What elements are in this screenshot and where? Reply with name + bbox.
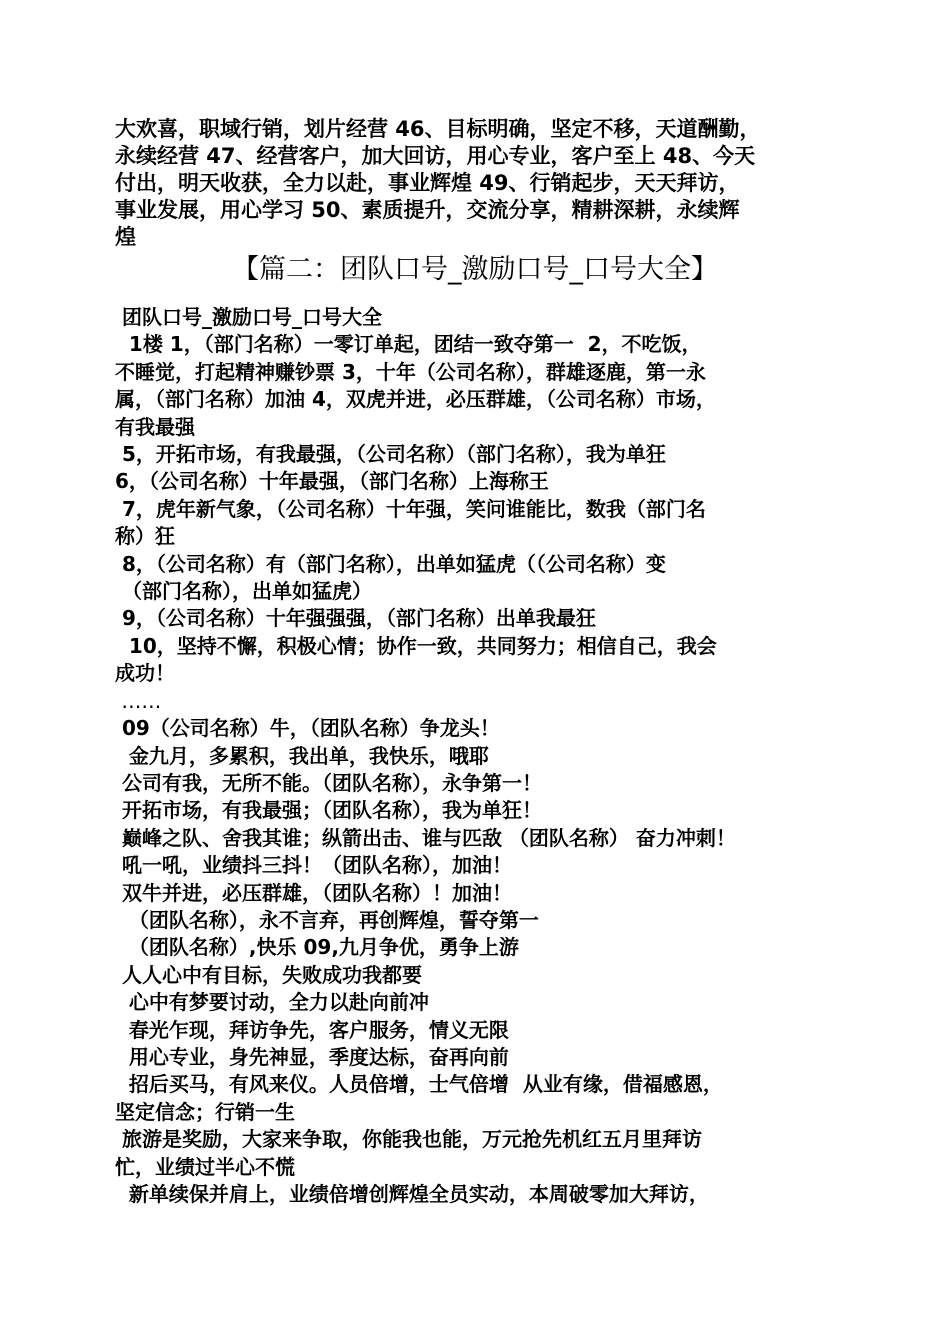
text-line: 忙，业绩过半心不慌 [115,1154,295,1179]
text-line: 不睡觉，打起精神赚钞票 3，十年（公司名称），群雄逐鹿，第一永 [115,359,706,384]
text-line: （团队名称），永不言弃，再创辉煌，誓夺第一 [115,907,539,932]
text-line: 金九月，多累积，我出单，我快乐，哦耶 [115,743,489,768]
text-line: 大欢喜，职域行销，划片经营 46、目标明确，坚定不移，天道酬勤， [115,117,761,141]
text-line: 招后买马，有风来仪。人员倍增，士气倍增 从业有缘，借福感恩， [115,1072,723,1097]
text-line: （团队名称）,快乐 09,九月争优，勇争上游 [115,935,519,960]
text-line: 永续经营 47、经营客户，加大回访，用心专业，客户至上 48、今天 [115,144,756,168]
body-text [115,304,845,1208]
text-line: 坚定信念；行销一生 [115,1099,295,1124]
text-line: 付出，明天收获，全力以赴，事业辉煌 49、行销起步，天天拜访， [115,171,740,195]
intro-paragraph [115,116,845,251]
text-line: 团队口号_激励口号_口号大全 [115,305,382,329]
text-line: 8，（公司名称）有（部门名称），出单如猛虎（（公司名称）变 [115,551,666,576]
text-line: 10，坚持不懈，积极心情；协作一致，共同努力；相信自己，我会 [115,633,717,658]
text-line: 事业发展，用心学习 50、素质提升，交流分享，精耕深耕，永续辉 [115,198,740,222]
text-line: …… [115,688,162,713]
text-line: 5，开拓市场，有我最强，（公司名称）（部门名称），我为单狂 [115,442,666,467]
text-line: 心中有梦要讨动，全力以赴向前冲 [115,990,429,1015]
text-line: 属，（部门名称）加油 4，双虎并进，必压群雄，（公司名称）市场， [115,387,716,412]
text-line: 6，（公司名称）十年最强，（部门名称）上海称王 [115,469,549,494]
text-line: 7，虎年新气象，（公司名称）十年强，笑问谁能比，数我（部门名 [115,496,706,521]
section-title: 【篇二：团队口号_激励口号_口号大全】 [232,254,718,285]
text-line: 公司有我，无所不能。（团队名称），永争第一！ [115,770,542,795]
text-line: （部门名称），出单如猛虎） [115,579,372,604]
text-line: 09（公司名称）牛，（团队名称）争龙头！ [115,716,500,741]
text-line: 人人心中有目标，失败成功我都要 [115,962,422,987]
text-line: 春光乍现，拜访争先，客户服务，情义无限 [115,1017,509,1042]
text-line: 吼一吼，业绩抖三抖！（团队名称），加油！ [115,853,512,878]
text-line: 用心专业，身先神显，季度达标，奋再向前 [115,1044,509,1069]
text-line: 开拓市场，有我最强；（团队名称），我为单狂！ [115,798,542,823]
text-line: 1楼 1，（部门名称）一零订单起，团结一致夺第一 2，不吃饭， [115,332,702,357]
text-line: 成功！ [115,661,175,686]
text-line: 称）狂 [115,524,175,549]
text-line: 9，（公司名称）十年强强强，（部门名称）出单我最狂 [115,606,596,631]
text-line: 旅游是奖励，大家来争取，你能我也能，万元抢先机红五月里拜访 [115,1127,702,1152]
text-line: 双牛并进，必压群雄，（团队名称）！加油！ [115,880,512,905]
text-line: 巅峰之队、舍我其谁；纵箭出击、谁与匹敌 （团队名称） 奋力冲刺！ [115,825,736,850]
text-line: 新单续保并肩上，业绩倍增创辉煌全员实动，本周破零加大拜访， [115,1182,709,1206]
text-line: 有我最强 [115,414,195,439]
text-line: 煌 [115,225,136,249]
